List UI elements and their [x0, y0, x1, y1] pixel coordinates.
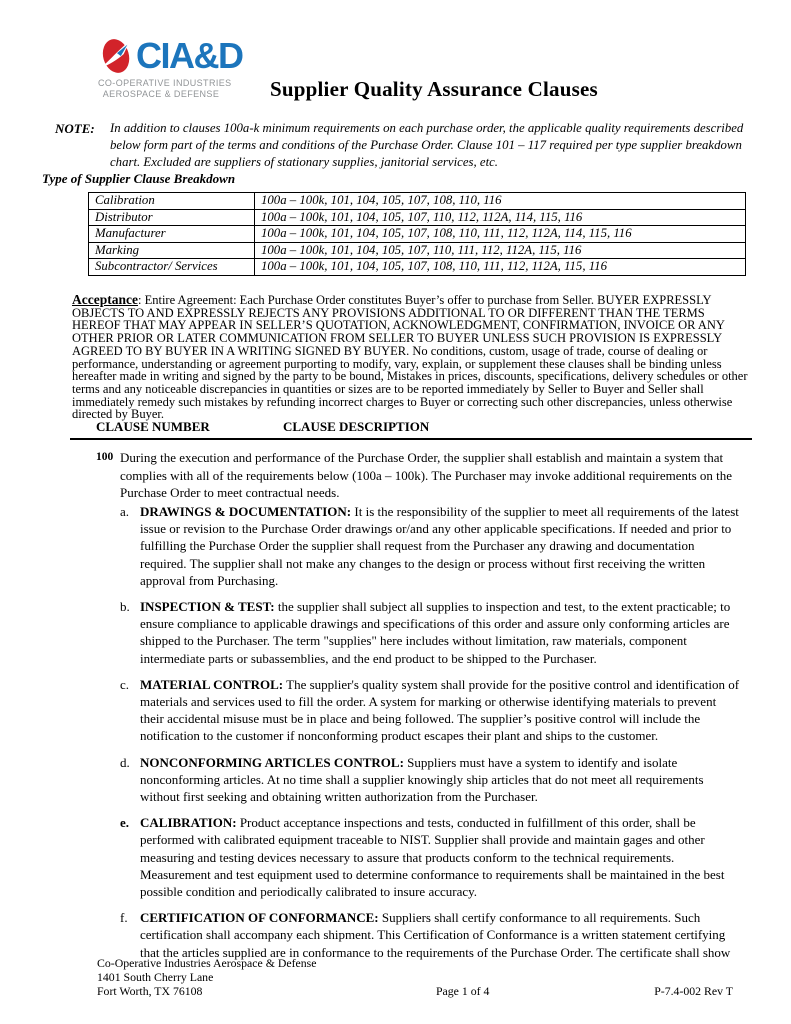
item-heading: INSPECTION & TEST:: [140, 599, 275, 615]
logo-tagline-line1: CO-OPERATIVE INDUSTRIES: [98, 78, 232, 88]
supplier-type-cell: Calibration: [89, 193, 255, 210]
acceptance-label: Acceptance: [72, 292, 138, 307]
note-paragraph: [55, 120, 749, 171]
footer-address-block: [97, 957, 383, 998]
table-row: [89, 226, 746, 243]
breakdown-heading: Type of Supplier Clause Breakdown: [42, 171, 236, 186]
clause-item-e: [120, 814, 741, 900]
clauses-cell: 100a – 100k, 101, 104, 105, 107, 108, 110, 111, 112, 112A, 115, 116: [255, 259, 746, 276]
clause-item-f: [120, 909, 741, 961]
ciad-logo-icon: [98, 36, 136, 76]
supplier-type-cell: Marking: [89, 242, 255, 259]
clauses-cell: 100a – 100k, 101, 104, 105, 107, 110, 111, 112, 112A, 115, 116: [255, 242, 746, 259]
item-letter: f.: [120, 910, 128, 926]
clauses-cell: 100a – 100k, 101, 104, 105, 107, 110, 112, 112A, 114, 115, 116: [255, 209, 746, 226]
footer-address-line2: Fort Worth, TX 76108: [97, 983, 203, 998]
table-row: [89, 242, 746, 259]
clause-item-list: [120, 503, 741, 970]
table-row: [89, 193, 746, 210]
logo-acronym: CIA&D: [136, 35, 243, 76]
ciad-logo: [98, 35, 243, 99]
note-text: In addition to clauses 100a-k minimum requirements on each purchase order, the applicable quality requirements described below form part of the terms and conditions of the Purchase Order. Clause 101 – 117 required per type supplier breakdown chart. Excluded are suppliers of stationary supplies, janitorial services, etc.: [110, 121, 744, 169]
item-text: The supplier's quality system shall provide for the positive control and identification of materials and services used to fill the order. A system for marking or otherwise identifying materials to prevent their accidental misuse must be in place and being followed. The supplier’s positive control will include the notification to the customer if nonconforming product escapes their plant and ships to the customer.: [140, 676, 740, 744]
acceptance-paragraph: [72, 294, 750, 421]
table-row: [89, 259, 746, 276]
item-text: Suppliers shall certify conformance to all requirements. Such certification shall accompany each shipment. This Certification of Conformance is a written statement certifying that the articles supplied are in conformance to the requirements of the Purchase Order. The certificate shall show: [140, 910, 731, 960]
item-heading: CALIBRATION:: [140, 815, 237, 831]
item-text: Product acceptance inspections and tests, conducted in fulfillment of this order, shall be performed with calibrated equipment traceable to NIST. Supplier shall provide and maintain gages and other measuring and testing devices necessary to assure that products conform to the technical requirements. Measurement and test equipment used to determine conformance to requirements shall be maintained in the best possible condition and periodically calibrated to insure accuracy.: [140, 815, 725, 900]
item-letter: c.: [120, 676, 130, 692]
footer-address-line1: 1401 South Cherry Lane: [97, 969, 214, 984]
clause-table-header: [70, 419, 752, 440]
clause-text: During the execution and performance of the Purchase Order, the supplier shall establish and maintain a system that complies with all of the requirements below (100a – 100k). The Purchaser may invoke additional requirements on the Purchase Order to meet contractual needs.: [120, 450, 733, 500]
clauses-cell: 100a – 100k, 101, 104, 105, 107, 108, 110, 111, 112, 112A, 114, 115, 116: [255, 226, 746, 243]
table-row: [89, 209, 746, 226]
item-heading: MATERIAL CONTROL:: [140, 676, 284, 692]
clause-item-b: [120, 598, 741, 667]
logo-tagline-line2: AEROSPACE & DEFENSE: [102, 88, 220, 99]
supplier-type-cell: Manufacturer: [89, 226, 255, 243]
item-letter: d.: [120, 754, 130, 770]
item-text: It is the responsibility of the supplier to meet all requirements of the latest issue or revision to the Purchase Order drawings or/and any other applicable specifications. If needed and prior to fulfilling the Purchase Order the supplier shall request from the Purchaser any drawing and documentation required. The supplier shall not make any changes to the design or process without first receiving the written approval from Purchasing.: [140, 504, 739, 588]
acceptance-body: : Entire Agreement: Each Purchase Order constitutes Buyer’s offer to purchase from Seller. BUYER EXPRESSLY OBJECTS TO AND EXPRESSLY REJECTS ANY PROVISIONS ADDITIONAL TO OR DIFFERENT THAN THE TERMS HEREOF THAT MAY APPEAR IN SELLER’S QUOTATION, ACKNOWLEDGMENT, CONFIRMATION, INVOICE OR ANY OTHER PRIOR OR LATER COMMUNICATION FROM SELLER TO BUYER UNLESS SUCH PROVISION IS EXPRESSLY AGREED TO BY BUYER IN A WRITING SIGNED BY BUYER. No conditions, custom, usage of trade, course of dealing or performance, understanding or agreement purporting to modify, vary, explain, or supplement these clauses shall be binding unless hereafter made in writing and signed by the party to be bound, Mistakes in prices, discounts, specifications, delivery schedules or other terms and any noticeable discrepancies in quantities or sizes are to be reported immediately by Seller to Buyer and Seller shall immediately remedy such mistakes by refunding incorrect charges to Buyer or correcting such other discrepancies, unless otherwise directed by Buyer.: [72, 293, 748, 422]
clauses-cell: 100a – 100k, 101, 104, 105, 107, 108, 110, 116: [255, 193, 746, 210]
clause-100: [96, 449, 740, 502]
footer-doc-number: P-7.4-002 Rev T: [654, 983, 733, 998]
breakdown-table: [88, 192, 746, 276]
page-footer: [97, 957, 733, 998]
item-text: the supplier shall subject all supplies to inspection and test, to the extent practicable; to ensure compliance to applicable drawings and specifications of this order and assure only conforming articles are shipped to the Purchaser. The term "supplies" here includes without limitation, raw materials, component intermediate parts or subassemblies, and the end product to be shipped to the Purchaser.: [140, 599, 731, 666]
item-letter: a.: [120, 504, 130, 519]
item-heading: DRAWINGS & DOCUMENTATION:: [140, 504, 352, 519]
clause-description-header: CLAUSE DESCRIPTION: [283, 419, 430, 434]
supplier-type-cell: Subcontractor/ Services: [89, 259, 255, 276]
logo-tagline: [98, 78, 232, 99]
item-heading: CERTIFICATION OF CONFORMANCE:: [140, 910, 379, 926]
supplier-type-cell: Distributor: [89, 209, 255, 226]
clause-number-header: CLAUSE NUMBER: [96, 419, 210, 434]
clause-item-c: [120, 676, 741, 745]
page-title: Supplier Quality Assurance Clauses: [270, 77, 598, 101]
footer-company: Co-Operative Industries Aerospace & Defense: [97, 956, 317, 970]
item-heading: NONCONFORMING ARTICLES CONTROL:: [140, 754, 404, 770]
item-letter: e.: [120, 815, 130, 831]
clause-item-a: [120, 503, 741, 589]
clause-number: 100: [96, 451, 114, 463]
footer-page-number: Page 1 of 4: [435, 983, 490, 998]
item-text: Suppliers must have a system to identify and isolate nonconforming articles. At no time shall a supplier knowingly ship articles that do not meet all requirements without first seeking and obtaining written authorization from the Purchaser.: [140, 754, 704, 805]
clause-item-d: [120, 754, 741, 806]
item-letter: b.: [120, 599, 130, 615]
note-label: NOTE:: [55, 121, 95, 136]
